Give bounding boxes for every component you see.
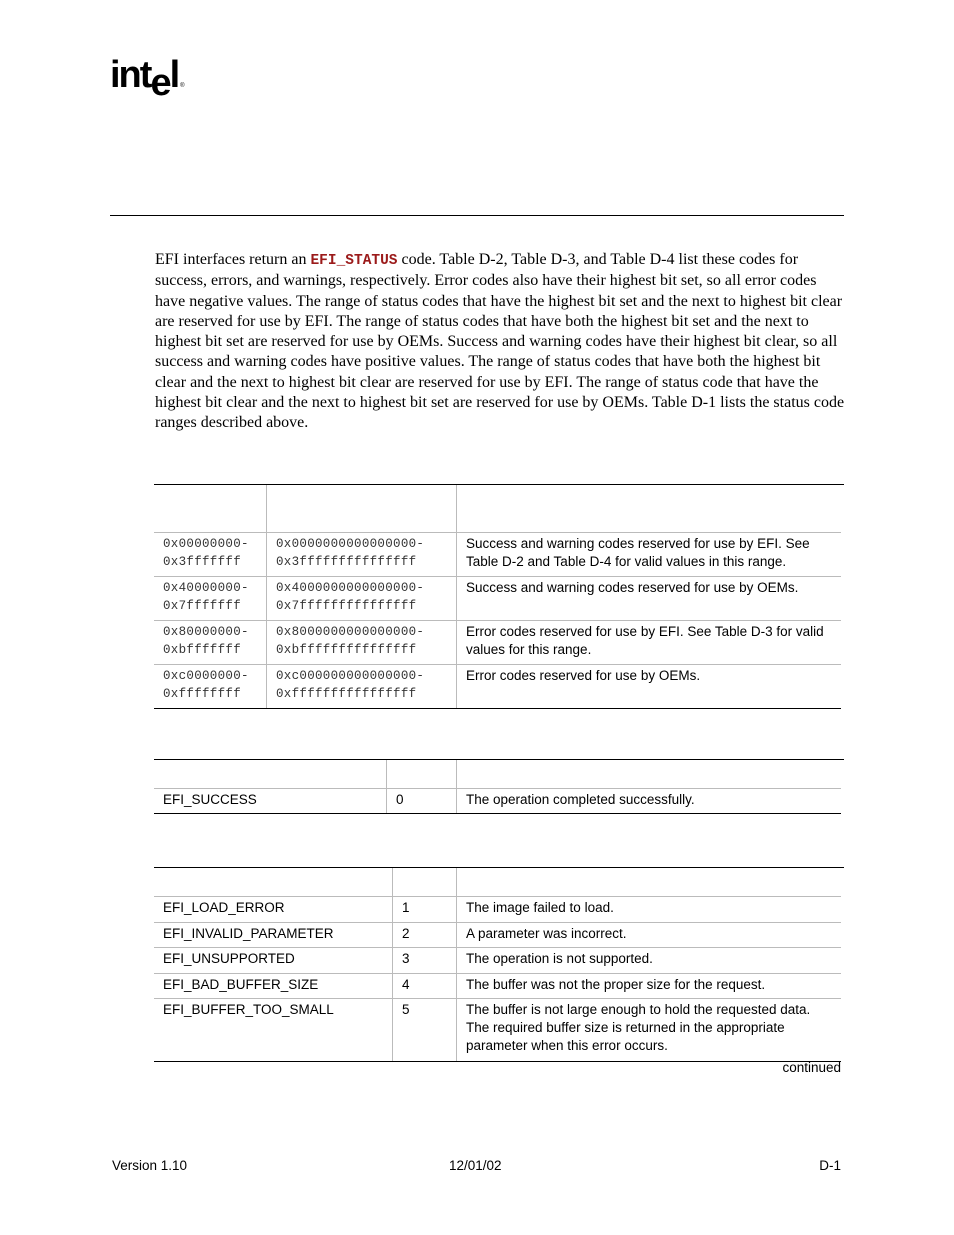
table-row: EFI_BAD_BUFFER_SIZE 4 The buffer was not the proper size for the request. [154, 974, 841, 1000]
table-row: EFI_LOAD_ERROR 1 The image failed to load. [154, 897, 841, 923]
table-row: EFI_SUCCESS 0 The operation completed successfully. [154, 789, 841, 814]
table-header-row [154, 868, 841, 897]
intro-paragraph: EFI interfaces return an EFI_STATUS code. Table D-2, Table D-3, and Table D-4 list these codes for success, errors, and warnings, respectively. Error codes also have their highest bit set, so all error codes have negative values. The range of status codes that have the highest bit set and the next to highest bit clear are reserved for use by EFI. The range of status codes that have both the highest bit set and the next to highest bit set are reserved for use by OEMs. Success and warning codes have their highest bit clear, so all success and warning codes have positive values. The range of status codes that have both the highest bit clear and the next to highest bit clear are reserved for use by EFI. The range of status code that have the highest bit clear and the next to highest bit set are reserved for use by OEMs. Table D-1 lists the status code ranges described above. [155, 251, 845, 432]
error-codes-table [154, 867, 841, 1062]
table-row: EFI_UNSUPPORTED 3 The operation is not supported. [154, 948, 841, 974]
table-row: EFI_BUFFER_TOO_SMALL 5 The buffer is not large enough to hold the requested data. The required buffer size is returned in the appropriate parameter when this error occurs. [154, 999, 841, 1062]
success-codes-table [154, 759, 841, 814]
table-row: 0x40000000- 0x7fffffff 0x4000000000000000- 0x7fffffffffffffff Success and warning codes reserved for use by OEMs. [154, 577, 841, 621]
footer-page-number: D-1 [819, 1158, 841, 1173]
efi-status-code: EFI_STATUS [310, 253, 398, 269]
table-header-row [154, 760, 841, 789]
header-rule [110, 215, 844, 216]
continued-note: continued [782, 1060, 841, 1075]
footer-version: Version 1.10 [112, 1158, 188, 1173]
table-row: 0x80000000- 0xbfffffff 0x8000000000000000- 0xbfffffffffffffff Error codes reserved for use by EFI. See Table D-3 for valid values for this range. [154, 621, 841, 665]
table-header-row [154, 485, 841, 533]
table-row: EFI_INVALID_PARAMETER 2 A parameter was incorrect. [154, 923, 841, 949]
footer-date: 12/01/02 [449, 1158, 502, 1173]
status-ranges-table [154, 484, 841, 709]
intel-logo: intel ® [110, 54, 185, 104]
table-row: 0xc0000000- 0xffffffff 0xc000000000000000- 0xffffffffffffffff Error codes reserved for use by OEMs. [154, 665, 841, 709]
table-row: 0x00000000- 0x3fffffff 0x0000000000000000- 0x3fffffffffffffff Success and warning codes reserved for use by EFI. See Table D-2 and Table D-4 for valid values in this range. [154, 533, 841, 577]
